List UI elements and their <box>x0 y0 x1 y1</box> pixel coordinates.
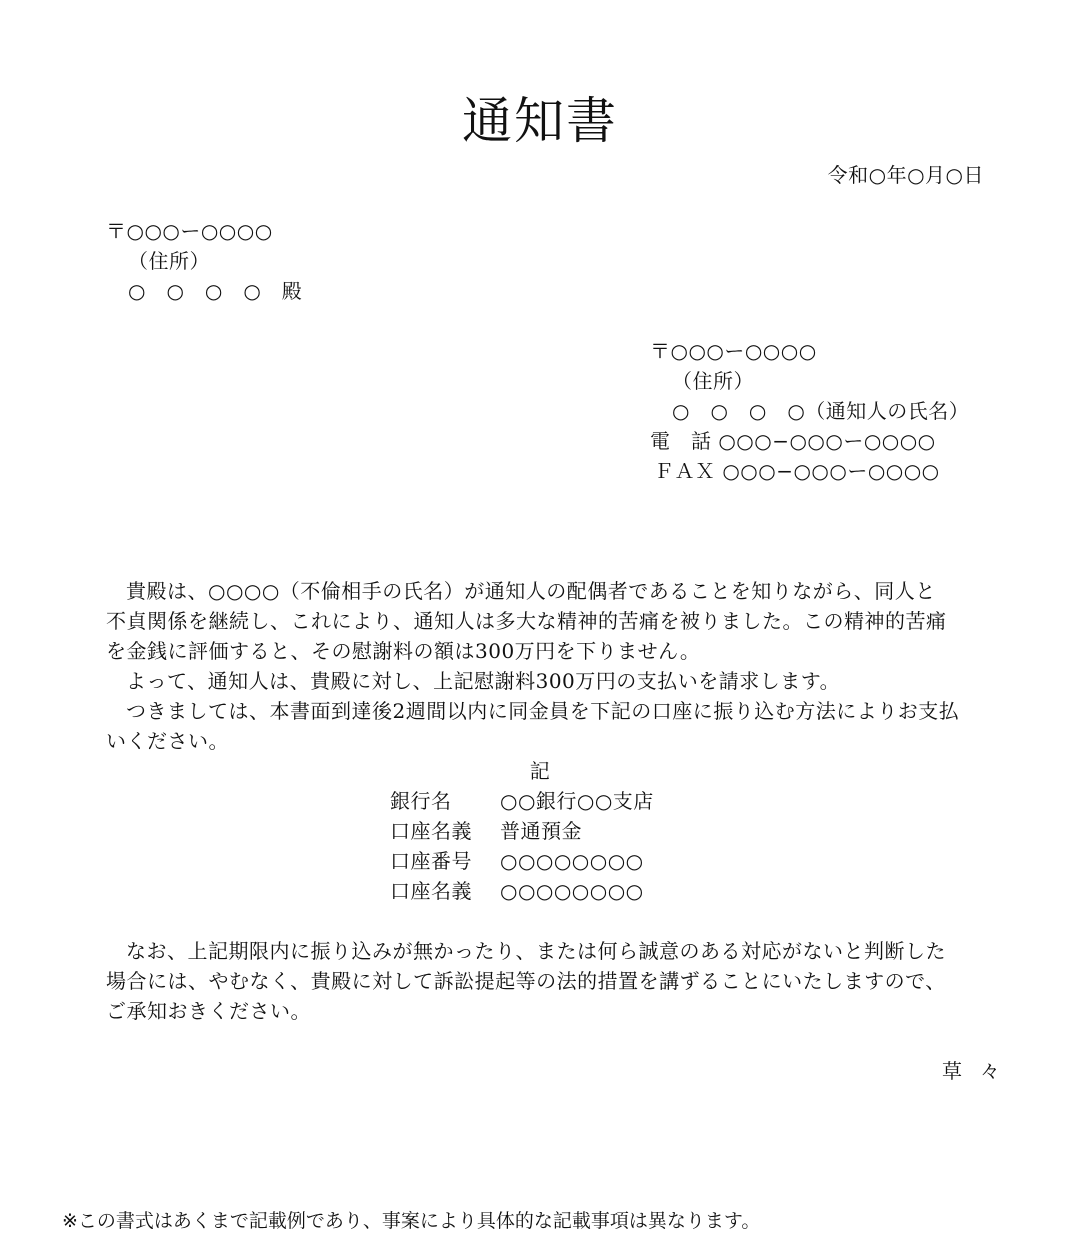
sender-phone-label: 電 話 <box>650 429 712 453</box>
recipient-postal: 〒○○○ー○○○○ <box>106 219 273 243</box>
sender-name: ○ ○ ○ ○（通知人の氏名） <box>672 399 970 423</box>
body-line: いください。 <box>106 729 229 753</box>
sender-fax-line <box>650 456 969 486</box>
record-label: 口座名義 <box>390 819 472 843</box>
record-heading: 記 <box>529 759 551 783</box>
document-title: 通知書 <box>462 92 618 150</box>
footnote: ※この書式はあくまで記載例であり、事案により具体的な記載事項は異なります。 <box>62 1210 761 1232</box>
sender-phone: ○○○−○○○ー○○○○ <box>718 429 936 453</box>
closing-line: なお、上記期限内に振り込みが無かったり、または何ら誠意のある対応がないと判断した <box>126 939 946 963</box>
record-label: 銀行名 <box>390 789 452 813</box>
body-line: 不貞関係を継続し、これにより、通知人は多大な精神的苦痛を被りました。この精神的苦痛 <box>106 609 947 633</box>
body-line: 貴殿は、○○○○（不倫相手の氏名）が通知人の配偶者であることを知りながら、同人と <box>126 579 936 603</box>
record-label: 口座番号 <box>390 849 472 873</box>
record-value: ○○○○○○○○ <box>500 849 644 873</box>
record-value: ○○銀行○○支店 <box>500 789 654 813</box>
document-date: 令和○年○月○日 <box>827 163 984 187</box>
record-row-account-holder <box>390 876 654 906</box>
sign-off: 草々 <box>942 1059 1018 1083</box>
closing-line: 場合には、やむなく、貴殿に対して訴訟提起等の法的措置を講ずることにいたしますので、 <box>106 969 946 993</box>
closing-paragraph <box>106 936 946 1026</box>
recipient-block <box>106 216 302 306</box>
body-paragraph <box>106 576 1018 756</box>
sender-phone-line <box>650 426 969 456</box>
record-value: ○○○○○○○○ <box>500 879 644 903</box>
sender-address: （住所） <box>672 369 754 393</box>
record-label: 口座名義 <box>390 879 472 903</box>
sender-block <box>650 336 969 486</box>
record-row-bank <box>390 786 654 816</box>
record-value: 普通預金 <box>500 819 582 843</box>
recipient-name: ○ ○ ○ ○ 殿 <box>128 279 303 303</box>
bank-account-table <box>390 786 654 906</box>
sender-postal: 〒○○○ー○○○○ <box>650 339 817 363</box>
closing-line: ご承知おきください。 <box>106 999 311 1023</box>
sender-fax-label: ＦＡＸ <box>654 459 716 483</box>
record-row-account-type <box>390 816 654 846</box>
body-line: つきましては、本書面到達後2週間以内に同金員を下記の口座に振り込む方法によりお支払 <box>126 699 960 723</box>
recipient-address: （住所） <box>128 249 210 273</box>
body-line: よって、通知人は、貴殿に対し、上記慰謝料300万円の支払いを請求します。 <box>126 669 841 693</box>
body-text <box>106 576 1018 756</box>
record-row-account-number <box>390 846 654 876</box>
body-line: を金銭に評価すると、その慰謝料の額は300万円を下りません。 <box>106 639 701 663</box>
sender-fax: ○○○−○○○ー○○○○ <box>722 459 940 483</box>
closing-text <box>106 936 946 1026</box>
